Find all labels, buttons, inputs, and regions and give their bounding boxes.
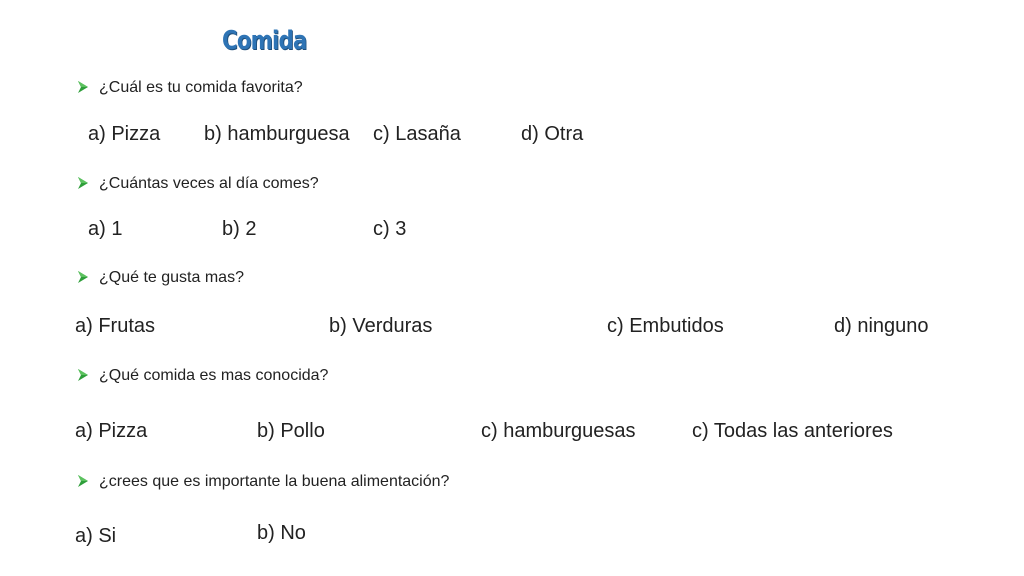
option-q4-b: b) Pollo	[257, 420, 325, 442]
arrow-bullet-icon	[78, 475, 88, 487]
option-q3-c: c) Embutidos	[607, 315, 724, 337]
question-5	[78, 472, 449, 492]
question-2	[78, 174, 319, 194]
option-q1-c: c) Lasaña	[373, 123, 461, 145]
option-q4-c: c) hamburguesas	[481, 420, 636, 442]
option-q5-b: b) No	[257, 522, 306, 544]
option-q1-b: b) hamburguesa	[204, 123, 350, 145]
option-q3-b: b) Verduras	[329, 315, 433, 337]
arrow-bullet-icon	[78, 177, 88, 189]
question-text: ¿Qué comida es mas conocida?	[99, 367, 329, 384]
option-q2-b: b) 2	[222, 218, 257, 240]
question-text: ¿crees que es importante la buena alimentación?	[99, 473, 450, 490]
option-q2-c: c) 3	[373, 218, 407, 240]
option-q3-a: a) Frutas	[75, 315, 156, 337]
question-text: ¿Cuál es tu comida favorita?	[99, 79, 303, 96]
arrow-bullet-icon	[78, 369, 88, 381]
question-4	[78, 366, 328, 386]
option-q4-a: a) Pizza	[75, 420, 148, 442]
question-text: ¿Qué te gusta mas?	[99, 269, 244, 286]
option-q5-a: a) Si	[75, 525, 117, 547]
question-text: ¿Cuántas veces al día comes?	[99, 175, 319, 192]
question-1	[78, 78, 303, 98]
option-q3-d: d) ninguno	[834, 315, 929, 337]
option-q4-d: c) Todas las anteriores	[692, 420, 893, 442]
option-q1-d: d) Otra	[521, 123, 584, 145]
option-q2-a: a) 1	[88, 218, 123, 240]
page-title: Comida	[222, 26, 307, 56]
question-3	[78, 268, 244, 288]
arrow-bullet-icon	[78, 81, 88, 93]
option-q1-a: a) Pizza	[88, 123, 161, 145]
arrow-bullet-icon	[78, 271, 88, 283]
